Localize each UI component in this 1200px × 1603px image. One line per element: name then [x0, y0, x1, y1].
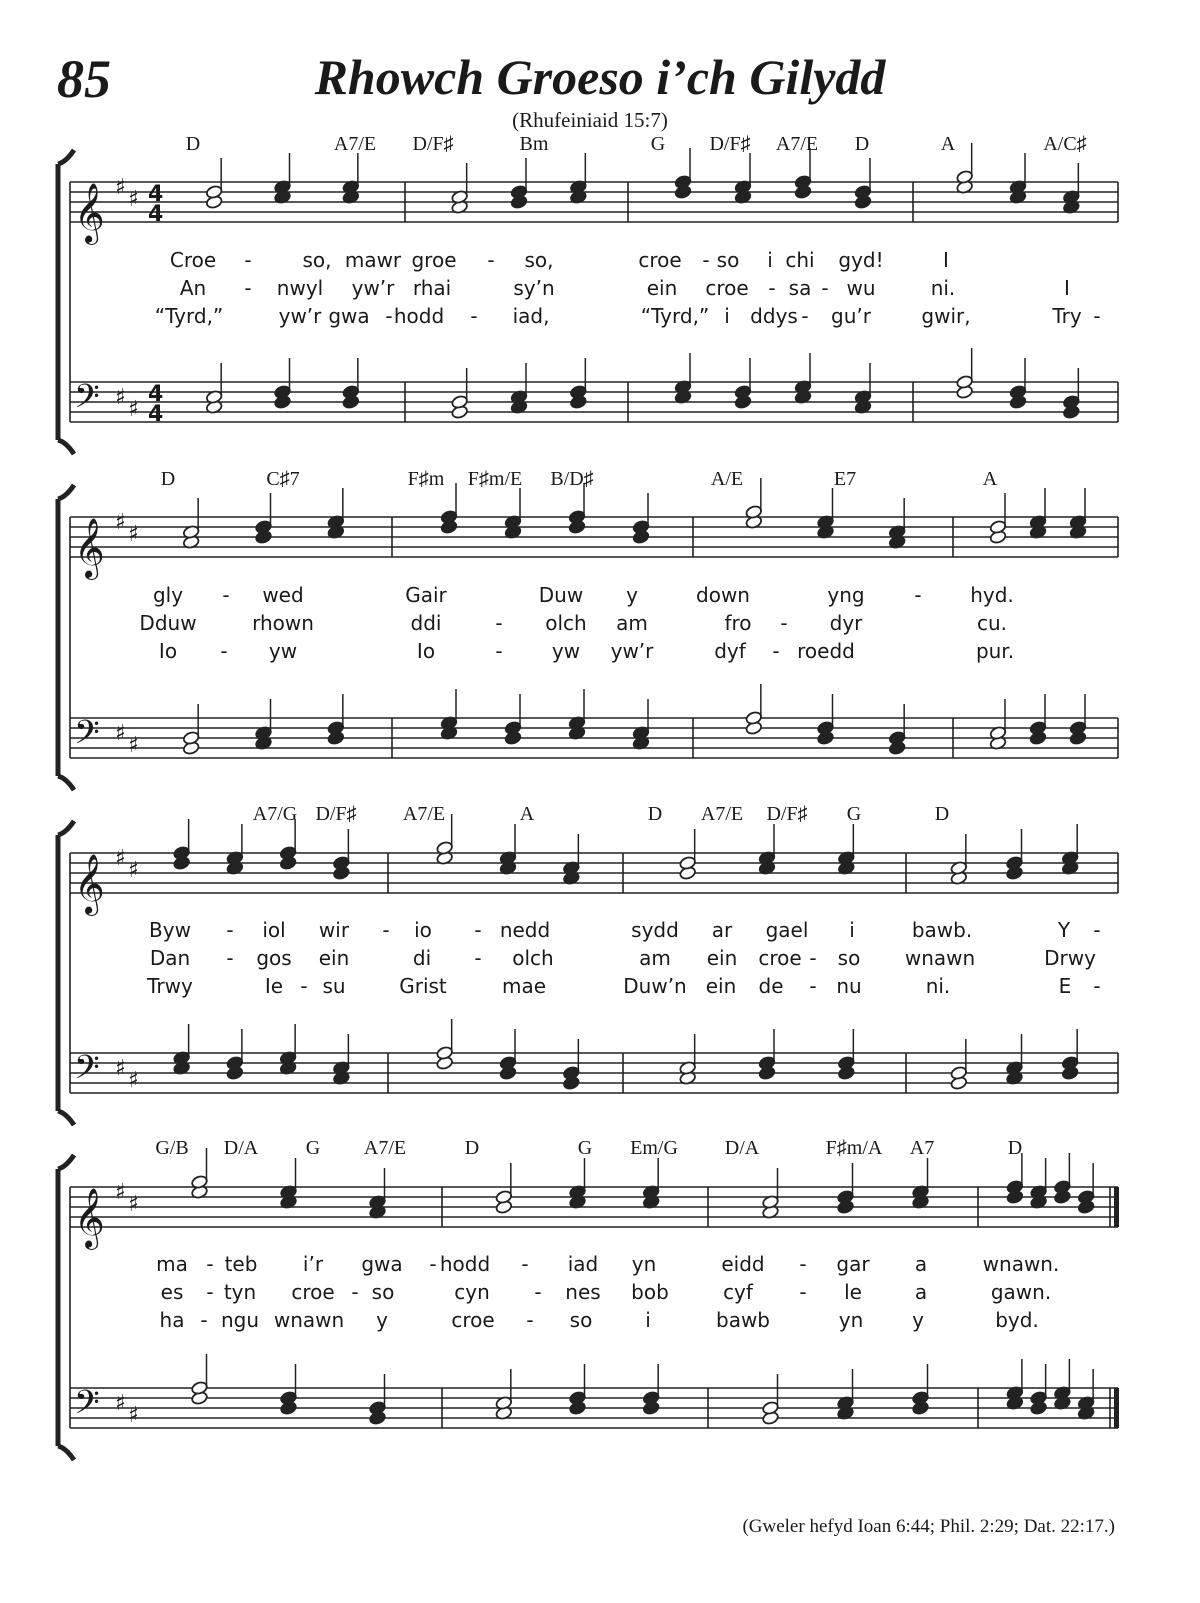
lyric-syllable: ddys [750, 304, 798, 328]
chord-symbol: E7 [833, 468, 857, 490]
lyric-syllable: a [914, 1252, 928, 1276]
chord-symbol: A [940, 133, 956, 155]
lyric-syllable: iad [567, 1252, 599, 1276]
lyric-syllable: gwir, [921, 304, 971, 328]
lyric-syllable: iad, [512, 304, 550, 328]
chord-symbol: D/A [724, 1137, 760, 1159]
lyric-syllable: so, [302, 248, 332, 272]
treble-time-denominator: 4 [148, 202, 164, 227]
chord-symbol: B/D♯ [550, 468, 594, 490]
lyric-syllable: - [799, 1252, 807, 1276]
lyric-syllable: Duw [538, 583, 584, 607]
lyric-syllable: so, [524, 248, 554, 272]
lyric-syllable: - [809, 974, 817, 998]
lyric-syllable: i [767, 248, 773, 272]
chord-symbol: D/F♯ [315, 803, 357, 825]
lyric-syllable: - [487, 248, 495, 272]
lyric-syllable: - [809, 946, 817, 970]
hymn-number: 85 [57, 49, 111, 109]
chord-symbol: D [854, 133, 870, 155]
chord-symbol: A7/E [775, 133, 819, 155]
lyric-syllable: Byw [149, 918, 191, 942]
lyric-syllable: so [371, 1280, 395, 1304]
lyric-syllable: sy’n [513, 276, 555, 300]
treble-clef-icon: 𝄞 [74, 518, 105, 578]
lyric-syllable: Try [1052, 304, 1082, 328]
chord-symbol: A7/G [252, 803, 298, 825]
chord-symbol: G [577, 1137, 593, 1159]
lyric-syllable: cyn [454, 1280, 490, 1304]
lyric-syllable: - [495, 611, 503, 635]
lyric-syllable: - [244, 276, 252, 300]
lyric-syllable: pur. [975, 639, 1015, 663]
lyric-syllable: gael [765, 918, 809, 942]
lyric-syllable: - [801, 304, 809, 328]
key-signature-sharp-c: ♯ [128, 858, 139, 883]
lyric-syllable: - [220, 639, 228, 663]
lyric-syllable: ein [705, 974, 737, 998]
chord-symbol: D [647, 803, 663, 825]
lyric-syllable: - [429, 1252, 437, 1276]
lyric-syllable: nedd [499, 918, 551, 942]
lyric-syllable: de [758, 974, 784, 998]
chord-symbol: D [934, 803, 950, 825]
lyric-syllable: Io [158, 639, 178, 663]
lyric-syllable: - [222, 583, 230, 607]
lyric-syllable: ar [711, 918, 733, 942]
lyric-syllable: - [385, 304, 393, 328]
lyric-syllable: wu [846, 276, 876, 300]
key-signature-sharp-f: ♯ [115, 1056, 126, 1081]
lyric-syllable: Gair [405, 583, 447, 607]
chord-symbol: D [464, 1137, 480, 1159]
key-signature-sharp-c: ♯ [128, 397, 139, 422]
lyric-syllable: bob [631, 1280, 669, 1304]
lyric-syllable: - [300, 974, 308, 998]
lyric-syllable: croe [758, 946, 802, 970]
lyric-syllable: croe [705, 276, 749, 300]
chord-symbol: D/F♯ [412, 133, 454, 155]
lyric-syllable: Dan [149, 946, 191, 970]
lyric-syllable: - [534, 1280, 542, 1304]
lyric-syllable: - [1093, 918, 1101, 942]
lyric-syllable: - [1093, 974, 1101, 998]
lyric-syllable: Croe [169, 248, 217, 272]
lyric-syllable: I [1064, 276, 1070, 300]
lyric-syllable: “Tyrd,” [154, 304, 224, 328]
bass-clef-icon: 𝄢 [74, 1384, 100, 1430]
lyric-syllable: i’r [302, 1252, 324, 1276]
lyric-syllable: so [716, 248, 740, 272]
chord-symbol: F♯m [407, 468, 445, 490]
system-2 [58, 478, 1118, 790]
footer-references: (Gweler hefyd Ioan 6:44; Phil. 2:29; Dat. 22:17.) [742, 1516, 1115, 1537]
lyric-syllable: - [772, 639, 780, 663]
lyric-syllable: olch [512, 946, 554, 970]
lyric-syllable: wnawn [273, 1308, 345, 1332]
chord-symbol: G [846, 803, 862, 825]
lyric-syllable: - [200, 1308, 208, 1332]
lyric-syllable: io [414, 918, 432, 942]
lyric-syllable: yng [827, 583, 865, 607]
lyric-syllable: i [645, 1308, 651, 1332]
lyric-syllable: hodd [393, 304, 445, 328]
lyric-syllable: - [226, 946, 234, 970]
lyric-syllable: nu [836, 974, 862, 998]
system-bracket [58, 821, 74, 1125]
bass-time-denominator: 4 [148, 402, 164, 427]
key-signature-sharp-f: ♯ [115, 721, 126, 746]
lyric-syllable: yw’r [351, 276, 395, 300]
final-barline-thick [1114, 1388, 1119, 1428]
lyric-syllable: Dduw [139, 611, 197, 635]
lyric-syllable: - [768, 276, 776, 300]
chord-symbol: A7/E [333, 133, 377, 155]
chord-symbol: A7/E [363, 1137, 407, 1159]
bass-clef-icon: 𝄢 [74, 378, 100, 424]
lyric-syllable: ddi [410, 611, 442, 635]
lyric-syllable: “Tyrd,” [640, 304, 710, 328]
lyric-syllable: yw [268, 639, 298, 663]
lyric-syllable: Grist [399, 974, 447, 998]
lyric-syllable: - [521, 1252, 529, 1276]
system-4 [58, 1148, 1119, 1460]
chord-symbol: D/F♯ [709, 133, 751, 155]
lyric-syllable: gly [152, 583, 184, 607]
lyric-syllable: ha [159, 1308, 185, 1332]
lyric-syllable: y [626, 583, 638, 607]
lyric-syllable: hodd [439, 1252, 491, 1276]
scripture-reference: (Rhufeiniaid 15:7) [512, 108, 668, 132]
lyric-syllable: ein [706, 946, 738, 970]
lyric-syllable: - [780, 611, 788, 635]
lyric-syllable: le [844, 1280, 862, 1304]
lyric-syllable: wnawn [904, 946, 976, 970]
lyric-syllable: i [724, 304, 730, 328]
lyric-syllable: - [1093, 304, 1101, 328]
lyric-syllable: i [849, 918, 855, 942]
lyric-syllable: a [914, 1280, 928, 1304]
lyric-syllable: yw [551, 639, 581, 663]
chord-symbol: Em/G [630, 1137, 678, 1159]
lyric-syllable: wnawn. [982, 1252, 1060, 1276]
lyric-syllable: wed [262, 583, 304, 607]
lyric-syllable: sydd [631, 918, 679, 942]
bass-clef-icon: 𝄢 [74, 714, 100, 760]
lyric-syllable: ma [156, 1252, 188, 1276]
lyric-syllable: es [160, 1280, 184, 1304]
system-bracket [58, 1155, 74, 1460]
bass-time-numerator: 4 [148, 382, 164, 407]
chord-symbol: A7/E [700, 803, 744, 825]
lyric-syllable: groe [411, 248, 457, 272]
chord-symbol: D/A [223, 1137, 259, 1159]
lyric-syllable: so [837, 946, 861, 970]
lyric-syllable: cyf [723, 1280, 753, 1304]
treble-time-numerator: 4 [148, 182, 164, 207]
chord-symbol: F♯m/A [825, 1137, 883, 1159]
lyric-syllable: gu’r [831, 304, 871, 328]
lyric-syllable: yw’r [278, 304, 322, 328]
lyric-syllable: olch [545, 611, 587, 635]
lyric-syllable: - [244, 248, 252, 272]
key-signature-sharp-c: ♯ [128, 1403, 139, 1428]
lyric-syllable: bawb [715, 1308, 771, 1332]
lyric-syllable: - [526, 1308, 534, 1332]
lyric-syllable: am [639, 946, 671, 970]
key-signature-sharp-f: ♯ [115, 385, 126, 410]
lyric-syllable: Ie [264, 974, 284, 998]
chord-symbol: C♯7 [266, 468, 300, 490]
lyric-syllable: - [351, 1280, 359, 1304]
key-signature-sharp-f: ♯ [115, 1391, 126, 1416]
lyric-syllable: dyf [714, 639, 746, 663]
lyric-syllable: croe [451, 1308, 495, 1332]
lyric-syllable: yw’r [610, 639, 654, 663]
lyric-syllable: - [914, 583, 922, 607]
lyric-syllable: gyd! [838, 248, 884, 272]
lyric-syllable: iol [262, 918, 286, 942]
lyric-syllable: - [495, 639, 503, 663]
chord-symbol: G [305, 1137, 321, 1159]
chord-symbol: D/F♯ [766, 803, 808, 825]
lyric-syllable: nes [565, 1280, 601, 1304]
lyric-syllable: - [474, 946, 482, 970]
lyric-syllable: gawn. [990, 1280, 1052, 1304]
lyric-syllable: Duw’n [623, 974, 687, 998]
lyric-syllable: y [912, 1308, 924, 1332]
treble-clef-icon: 𝄞 [74, 1188, 105, 1248]
lyric-syllable: E [1058, 974, 1072, 998]
final-barline-thick [1114, 1187, 1119, 1227]
lyric-syllable: I [943, 248, 949, 272]
lyric-syllable: - [470, 304, 478, 328]
lyric-syllable: - [206, 1252, 214, 1276]
lyric-syllable: mawr [344, 248, 402, 272]
treble-clef-icon: 𝄞 [74, 183, 105, 243]
lyric-syllable: - [474, 918, 482, 942]
chord-symbol: A7 [909, 1137, 935, 1159]
key-signature-sharp-f: ♯ [115, 846, 126, 871]
lyric-syllable: byd. [995, 1308, 1039, 1332]
lyric-syllable: gos [256, 946, 292, 970]
lyric-syllable: su [322, 974, 346, 998]
lyric-syllable: cu. [976, 611, 1008, 635]
lyric-syllable: down [696, 583, 750, 607]
key-signature-sharp-f: ♯ [115, 1180, 126, 1205]
lyric-syllable: - [702, 248, 710, 272]
lyric-syllable: teb [224, 1252, 258, 1276]
key-signature-sharp-c: ♯ [128, 1068, 139, 1093]
lyric-syllable: yn [838, 1308, 864, 1332]
lyric-syllable: Drwy [1044, 946, 1096, 970]
lyric-syllable: sa [788, 276, 812, 300]
lyric-syllable: y [376, 1308, 388, 1332]
system-bracket [58, 150, 74, 454]
lyric-syllable: ni. [930, 276, 956, 300]
lyric-syllable: am [616, 611, 648, 635]
chord-symbol: F♯m/E [467, 468, 523, 490]
lyric-syllable: ein [646, 276, 678, 300]
lyric-syllable: tyn [223, 1280, 257, 1304]
lyric-syllable: wir [318, 918, 350, 942]
lyric-syllable: croe [291, 1280, 335, 1304]
key-signature-sharp-c: ♯ [128, 1192, 139, 1217]
lyric-syllable: ein [318, 946, 350, 970]
lyric-syllable: ni. [925, 974, 951, 998]
lyric-syllable: mae [501, 974, 547, 998]
lyric-syllable: - [206, 1280, 214, 1304]
treble-clef-icon: 𝄞 [74, 854, 105, 914]
key-signature-sharp-c: ♯ [128, 522, 139, 547]
bass-clef-icon: 𝄢 [74, 1049, 100, 1095]
lyric-syllable: dyr [829, 611, 863, 635]
system-1 [58, 143, 1118, 454]
chord-symbol: D [185, 133, 201, 155]
lyric-syllable: Y [1057, 918, 1071, 942]
lyric-syllable: - [226, 918, 234, 942]
lyric-syllable: gwa [361, 1252, 403, 1276]
lyric-syllable: bawb. [911, 918, 973, 942]
chord-symbol: D [160, 468, 176, 490]
key-signature-sharp-f: ♯ [115, 175, 126, 200]
lyric-syllable: nwyl [276, 276, 324, 300]
lyric-syllable: Trwy [147, 974, 193, 998]
lyric-syllable: - [382, 918, 390, 942]
hymn-title: Rhowch Groeso i’ch Gilydd [314, 49, 886, 105]
chord-symbol: A/C♯ [1043, 133, 1087, 155]
key-signature-sharp-f: ♯ [115, 510, 126, 535]
key-signature-sharp-c: ♯ [128, 733, 139, 758]
lyric-syllable: An [179, 276, 207, 300]
lyric-syllable: - [821, 276, 829, 300]
key-signature-sharp-c: ♯ [128, 187, 139, 212]
lyric-syllable: yn [631, 1252, 657, 1276]
chord-symbol: A [519, 803, 535, 825]
chord-symbol: Bm [519, 133, 549, 155]
lyric-syllable: eidd [721, 1252, 765, 1276]
lyric-syllable: fro [724, 611, 752, 635]
chord-symbol: D [1007, 1137, 1023, 1159]
lyric-syllable: so [569, 1308, 593, 1332]
lyric-syllable: di [412, 946, 432, 970]
chord-symbol: G/B [155, 1137, 189, 1159]
lyric-syllable: Io [416, 639, 436, 663]
lyric-syllable: ngu [220, 1308, 260, 1332]
chord-symbol: A [982, 468, 998, 490]
chord-symbol: A7/E [402, 803, 446, 825]
system-bracket [58, 485, 74, 790]
lyric-syllable: croe [638, 248, 682, 272]
lyric-syllable: rhown [252, 611, 314, 635]
lyric-syllable: gar [836, 1252, 870, 1276]
lyric-syllable: chi [785, 248, 815, 272]
lyric-syllable: gwa [328, 304, 370, 328]
lyric-syllable: hyd. [970, 583, 1014, 607]
chord-symbol: A/E [710, 468, 744, 490]
lyric-syllable: rhai [412, 276, 452, 300]
chord-symbol: G [650, 133, 666, 155]
lyric-syllable: roedd [797, 639, 855, 663]
lyric-syllable: - [799, 1280, 807, 1304]
